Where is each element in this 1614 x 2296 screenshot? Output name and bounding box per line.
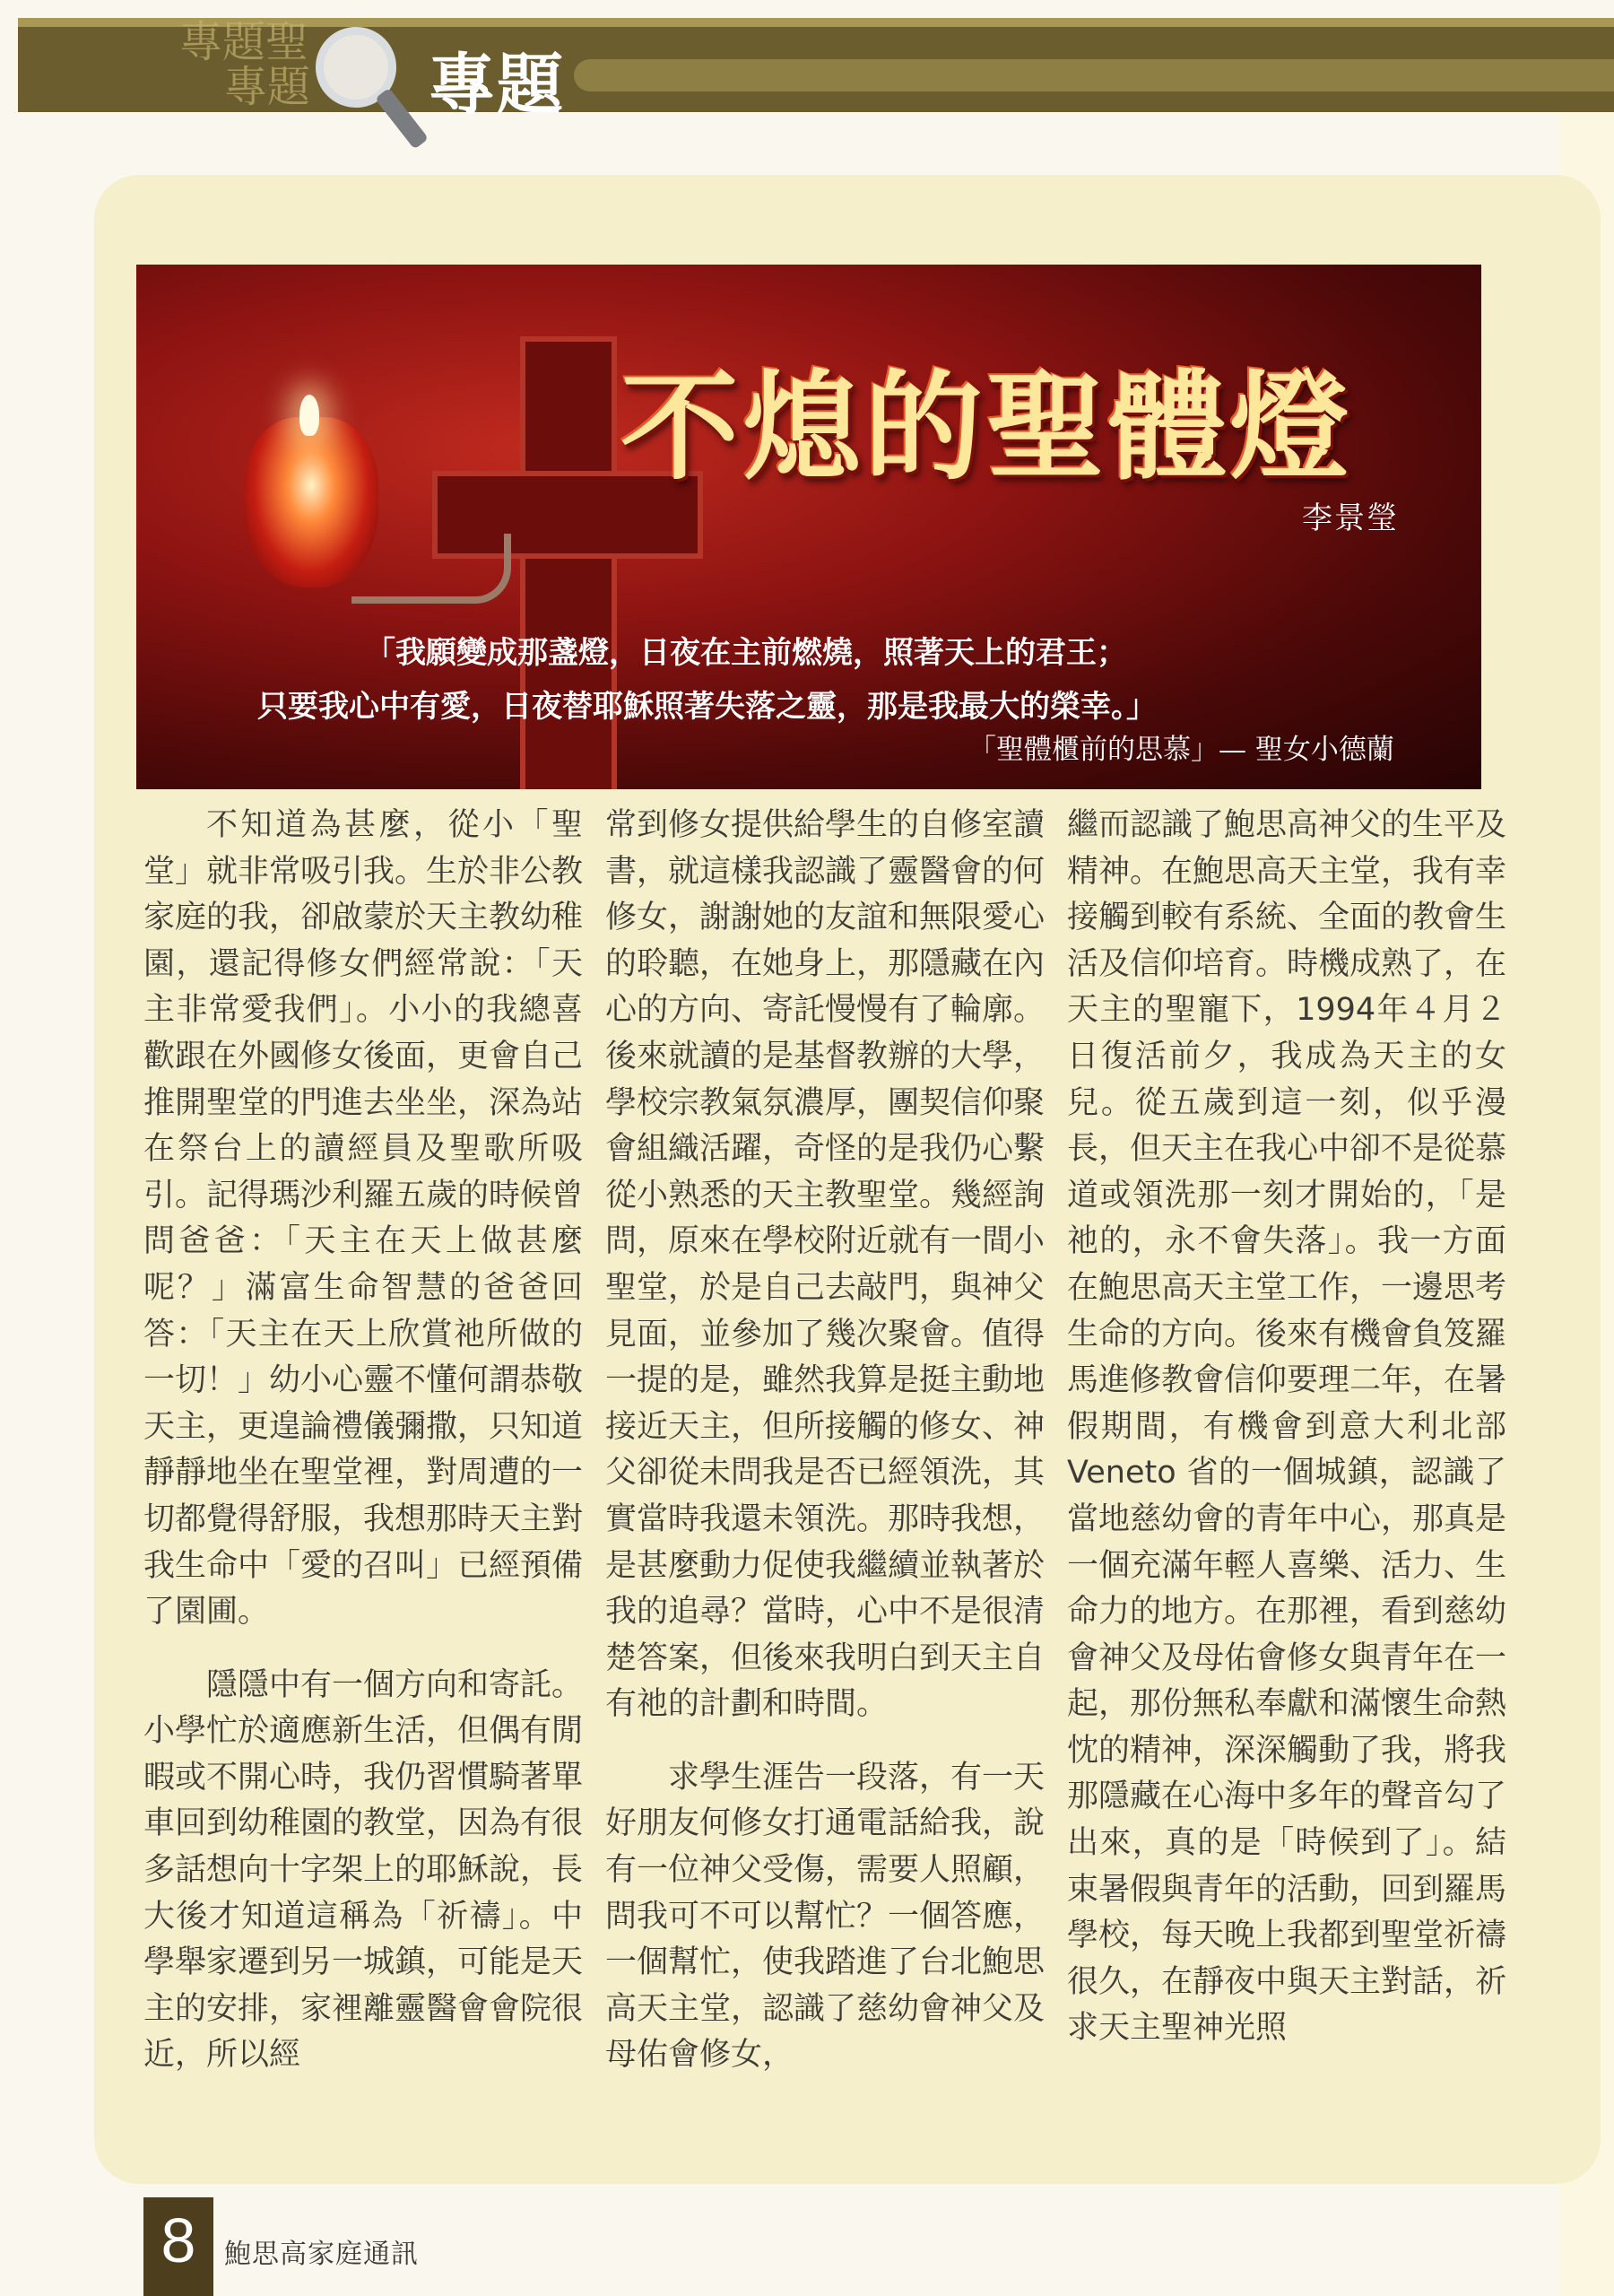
text-column-3 <box>1067 803 1506 2052</box>
quote-line-2: 只要我心中有愛，日夜替耶穌照著失落之靈，那是我最大的榮幸。」 <box>257 689 1157 725</box>
flame-icon <box>299 395 319 436</box>
section-title: 專題 <box>429 47 565 124</box>
paragraph: 求學生涯告一段落，有一天好朋友何修女打通電話給我，說有一位神父受傷，需要人照顧，問我可不可以幫忙？一個答應，一個幫忙，使我踏進了台北鮑思高天主堂，認識了慈幼會神父及母佑會修女， <box>605 1759 1046 2074</box>
header-decorative-bar <box>574 59 1614 91</box>
page-number: 8 <box>161 2205 196 2275</box>
section-ghost-top: 專題聖 <box>179 17 309 67</box>
publication-name: 鮑思高家庭通訊 <box>224 2239 419 2270</box>
paragraph: 繼而認識了鮑思高神父的生平及精神。在鮑思高天主堂，我有幸接觸到較有系統、全面的教會生活及信仰培育。時機成熟了，在天主的聖寵下，1994年４月２日復活前夕，我成為天主的女兒。從五歲到這一刻，似乎漫長，但天主在我心中卻不是從慕道或領洗那一刻才開始的，「是祂的，永不會失落」。我一方面在鮑思高天主堂工作，一邊思考生命的方向。後來有機會負笈羅馬進修教會信仰要理二年，在暑假期間，有機會到意大利北部 Veneto 省的一個城鎮，認識了當地慈幼會的青年中心，那真是一個充滿年輕人喜樂、活力、生命力的地方。在那裡，看到慈幼會神父及母佑會修女與青年在一起，那份無私奉獻和滿懷生命熱忱的精神，深深觸動了我，將我那隱藏在心海中多年的聲音勾了出來，真的是「時候到了」。結束暑假與青年的活動，回到羅馬學校，每天晚上我都到聖堂祈禱很久，在靜夜中與天主對話，祈求天主聖神光照 <box>1067 807 1507 2047</box>
paragraph: 常到修女提供給學生的自修室讀書，就這樣我認識了靈醫會的何修女，謝謝她的友誼和無限愛心的聆聽，在她身上，那隱藏在內心的方向、寄託慢慢有了輪廓。後來就讀的是基督教辦的大學，學校宗教氣氛濃厚，團契信仰聚會組織活躍，奇怪的是我仍心繫從小熟悉的天主教聖堂。幾經詢問，原來在學校附近就有一間小聖堂，於是自己去敲門，與神父見面，並參加了幾次聚會。值得一提的是，雖然我算是挺主動地接近天主，但所接觸的修女、神父卻從未問我是否已經領洗，其實當時我還未領洗。那時我想，是甚麼動力促使我繼續並執著於我的追尋？當時，心中不是很清楚答案，但後來我明白到天主自有祂的計劃和時間。 <box>605 807 1046 1723</box>
quote-line-1: 「我願變成那盞燈，日夜在主前燃燒，照著天上的君王； <box>365 635 1127 671</box>
paragraph: 隱隱中有一個方向和寄託。小學忙於適應新生活，但偶有閒暇或不開心時，我仍習慣騎著單車回到幼稚園的教堂，因為有很多話想向十字架上的耶穌說，長大後才知道這稱為「祈禱」。中學舉家遷到另一城鎮，可能是天主的安排，家裡離靈醫會會院很近，所以經 <box>143 1666 584 2074</box>
article-banner <box>136 265 1481 789</box>
lamp-bracket <box>351 534 511 604</box>
text-column-2 <box>605 803 1045 2079</box>
article-author: 李景瑩 <box>1302 500 1399 536</box>
text-column-1 <box>143 803 583 2079</box>
section-ghost-bottom: 專題 <box>224 62 311 112</box>
sanctuary-lamp-icon <box>244 417 378 587</box>
paragraph: 不知道為甚麼，從小「聖堂」就非常吸引我。生於非公教家庭的我，卻啟蒙於天主教幼稚園，還記得修女們經常說：「天主非常愛我們」。小小的我總喜歡跟在外國修女後面，更會自己推開聖堂的門進去坐坐，深為站在祭台上的讀經員及聖歌所吸引。記得瑪沙利羅五歲的時候曾問爸爸：「天主在天上做甚麼呢？」滿富生命智慧的爸爸回答：「天主在天上欣賞祂所做的一切！」幼小心靈不懂何謂恭敬天主，更遑論禮儀彌撒，只知道靜靜地坐在聖堂裡，對周遭的一切都覺得舒服，我想那時天主對我生命中「愛的召叫」已經預備了園圃。 <box>143 807 584 1631</box>
quote-source: 「聖體櫃前的思慕」— 聖女小德蘭 <box>968 734 1394 766</box>
article-title: 不熄的聖體燈 <box>620 358 1352 497</box>
